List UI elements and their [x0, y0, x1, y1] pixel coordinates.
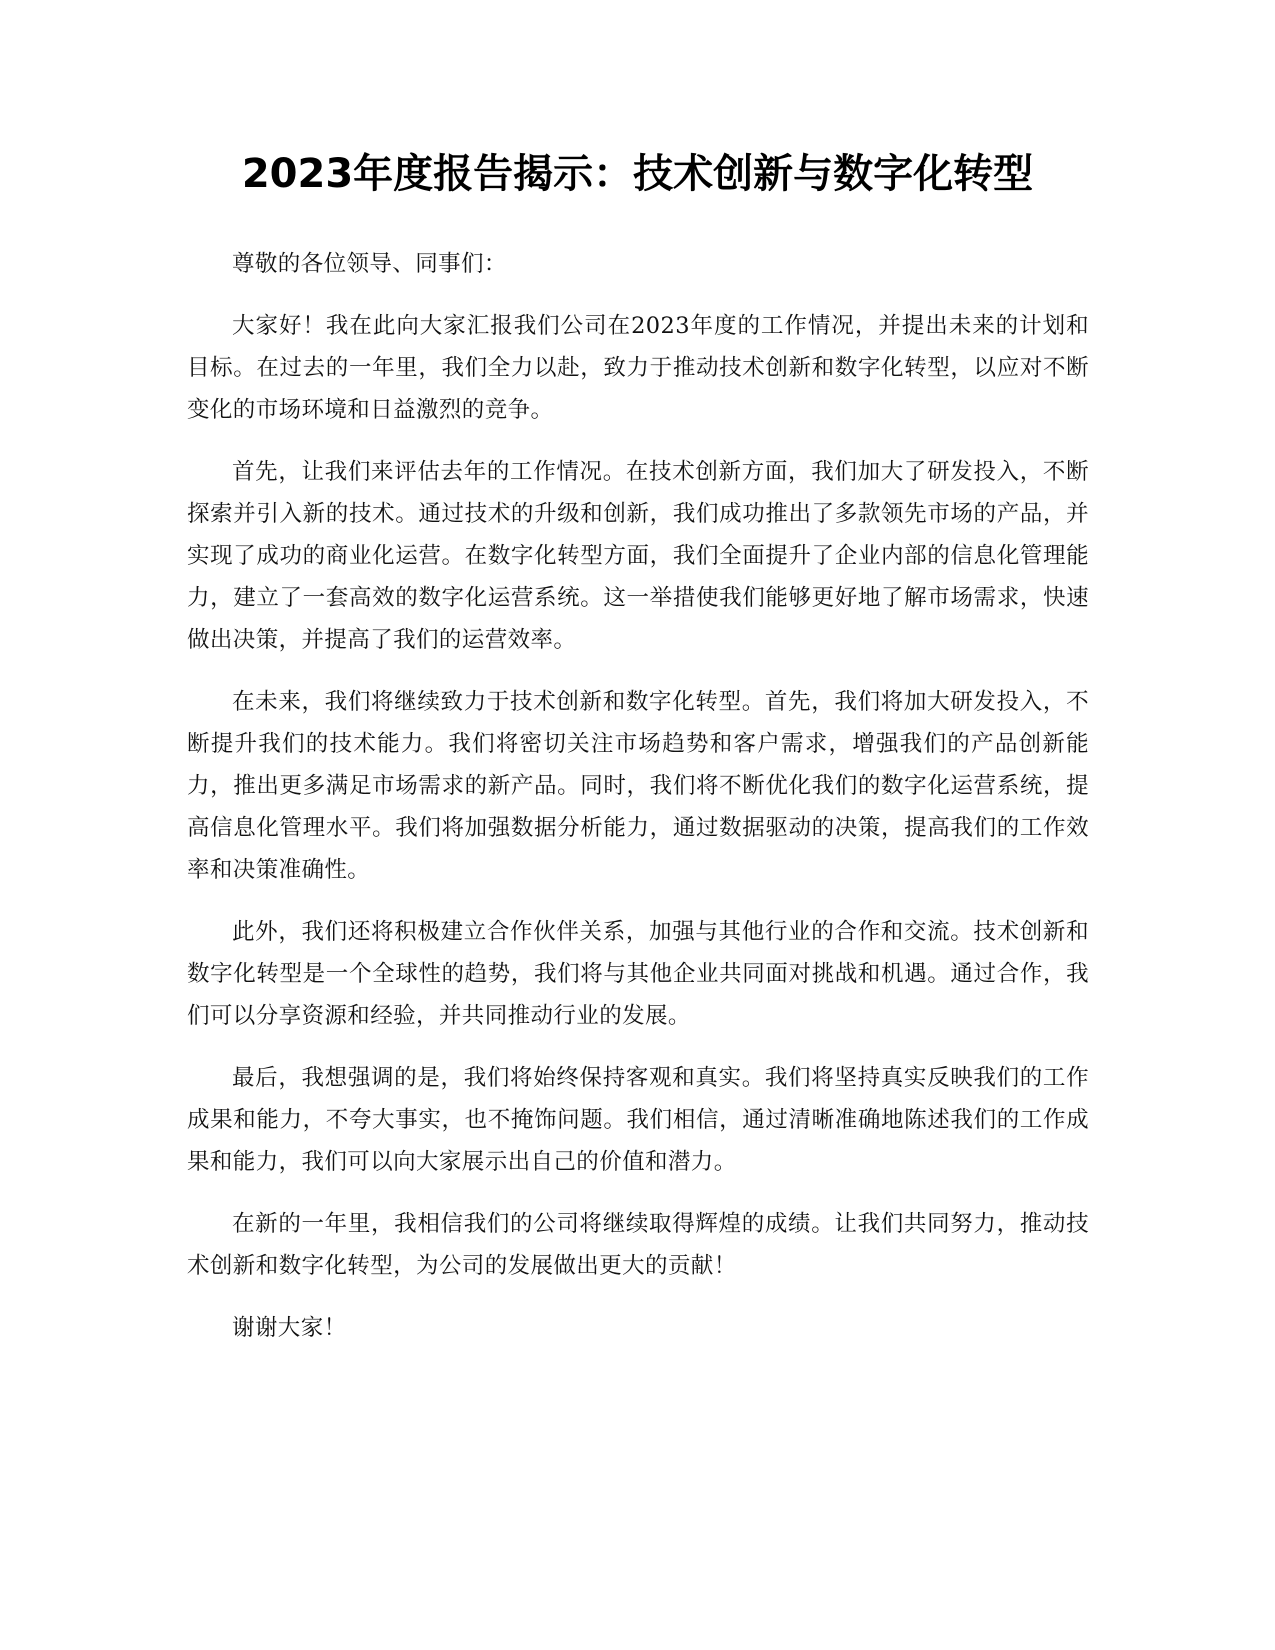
paragraph-salutation: 尊敬的各位领导、同事们：	[232, 251, 507, 277]
paragraph-partnerships: 此外，我们还将积极建立合作伙伴关系，加强与其他行业的合作和交流。技术创新和数字化转型是一个全球性的趋势，我们将与其他企业共同面对挑战和机遇。通过合作，我们可以分享资源和经验，并共同推动行业的发展。	[187, 919, 1089, 1029]
paragraph-outlook: 在新的一年里，我相信我们的公司将继续取得辉煌的成绩。让我们共同努力，推动技术创新和数字化转型，为公司的发展做出更大的贡献！	[187, 1211, 1089, 1279]
paragraph-future-plans: 在未来，我们将继续致力于技术创新和数字化转型。首先，我们将加大研发投入，不断提升我们的技术能力。我们将密切关注市场趋势和客户需求，增强我们的产品创新能力，推出更多满足市场需求的新产品。同时，我们将不断优化我们的数字化运营系统，提高信息化管理水平。我们将加强数据分析能力，通过数据驱动的决策，提高我们的工作效率和决策准确性。	[187, 689, 1089, 883]
paragraph-thanks: 谢谢大家！	[232, 1315, 347, 1341]
document-body	[187, 243, 1089, 1369]
paragraph-objectivity: 最后，我想强调的是，我们将始终保持客观和真实。我们将坚持真实反映我们的工作成果和能力，不夸大事实，也不掩饰问题。我们相信，通过清晰准确地陈述我们的工作成果和能力，我们可以向大家展示出自己的价值和潜力。	[187, 1065, 1089, 1175]
document-title: 2023年度报告揭示：技术创新与数字化转型	[241, 151, 1034, 197]
paragraph-review: 首先，让我们来评估去年的工作情况。在技术创新方面，我们加大了研发投入，不断探索并引入新的技术。通过技术的升级和创新，我们成功推出了多款领先市场的产品，并实现了成功的商业化运营。在数字化转型方面，我们全面提升了企业内部的信息化管理能力，建立了一套高效的数字化运营系统。这一举措使我们能够更好地了解市场需求，快速做出决策，并提高了我们的运营效率。	[187, 459, 1089, 653]
paragraph-greeting: 大家好！我在此向大家汇报我们公司在2023年度的工作情况，并提出未来的计划和目标。在过去的一年里，我们全力以赴，致力于推动技术创新和数字化转型，以应对不断变化的市场环境和日益激烈的竞争。	[187, 313, 1089, 423]
